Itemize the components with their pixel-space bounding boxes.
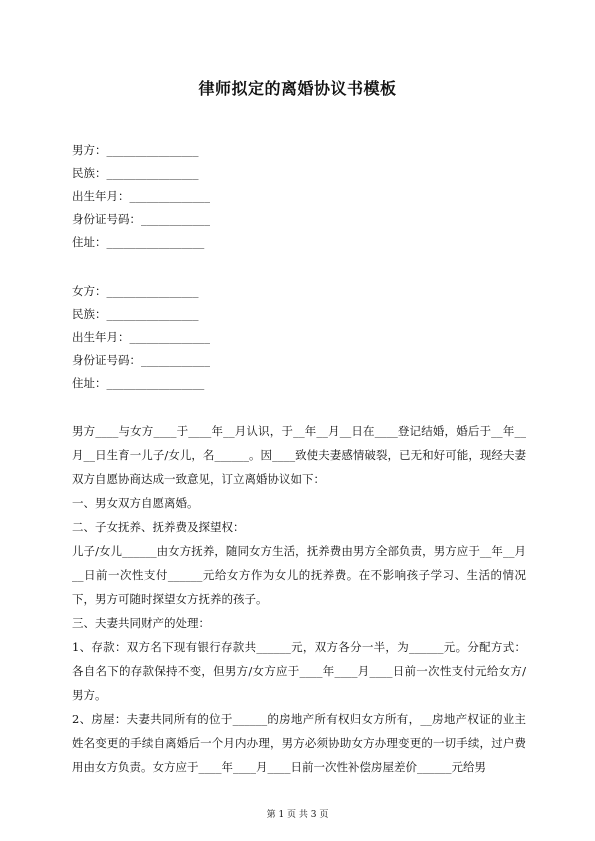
woman-id-field: 身份证号码：____________ (72, 353, 210, 367)
clause-3-heading: 三、夫妻共同财产的处理： (72, 616, 210, 630)
document-title: 律师拟定的离婚协议书模板 (198, 79, 397, 98)
paragraph-house: 2、房屋：夫妻共同所有的位于______的房地产所有权归女方所有，__房地产权证的业主姓名变更的手续自离婚后一个月内办理，男方必须协助女方办理变更的一切手续，过户费用由女方负责。女方应于____年____月____日前一次性补偿房屋差价______元给男 (72, 712, 526, 774)
clause-2-heading: 二、子女抚养、抚养费及探望权： (72, 520, 245, 534)
man-birth-field: 出生年月：______________ (72, 189, 210, 203)
paragraph-deposits: 1、存款：双方名下现有银行存款共______元，双方各分一半，为______元。分配方式：各自名下的存款保持不变，但男方/女方应于____年____月____日前一次性支付元给女方/男方。 (72, 640, 526, 702)
woman-name-field: 女方：________________ (72, 284, 199, 298)
woman-birth-field: 出生年月：______________ (72, 330, 210, 344)
man-id-field: 身份证号码：____________ (72, 212, 210, 226)
paragraph-child-custody: 儿子/女儿______由女方抚养，随同女方生活，抚养费由男方全部负责，男方应于__年__月__日前一次性支付______元给女方作为女儿的抚养费。在不影响孩子学习、生活的情况下，男方可随时探望女方抚养的孩子。 (72, 544, 526, 606)
man-address-field: 住址：_________________ (72, 235, 205, 249)
man-ethnicity-field: 民族：________________ (72, 166, 199, 180)
page-number: 第 1 页 共 3 页 (266, 810, 329, 820)
clause-1-heading: 一、男女双方自愿离婚。 (72, 496, 199, 510)
man-name-field: 男方：________________ (72, 143, 199, 157)
paragraph-intro: 男方____与女方____于____年__月认识，于__年__月__日在____登记结婚，婚后于__年__月__日生育一儿子/女儿，名______。因____致使夫妻感情破裂，已无和好可能，现经夫妻双方自愿协商达成一致意见，订立离婚协议如下： (72, 424, 526, 486)
woman-ethnicity-field: 民族：________________ (72, 307, 199, 321)
woman-address-field: 住址：_________________ (72, 376, 205, 390)
